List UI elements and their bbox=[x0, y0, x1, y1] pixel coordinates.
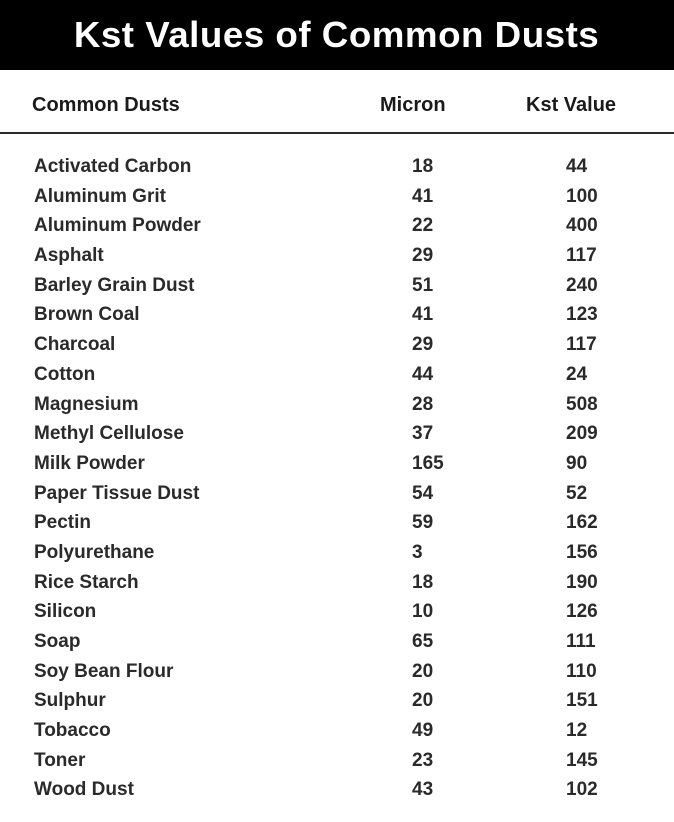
table-row bbox=[0, 241, 674, 271]
kst-value-cell: 190 bbox=[566, 571, 598, 593]
table-row bbox=[0, 508, 674, 538]
table-row bbox=[0, 419, 674, 449]
kst-value-cell: 508 bbox=[566, 393, 598, 415]
kst-value-cell: 100 bbox=[566, 185, 598, 207]
dust-name-cell: Soy Bean Flour bbox=[34, 660, 174, 682]
micron-cell: 54 bbox=[412, 482, 434, 504]
table-row bbox=[0, 182, 674, 212]
kst-value-cell: 209 bbox=[566, 423, 598, 445]
table-row bbox=[0, 597, 674, 627]
micron-cell: 18 bbox=[412, 156, 434, 177]
column-header-kst: Kst Value bbox=[526, 94, 617, 116]
dust-name-cell: Methyl Cellulose bbox=[34, 423, 184, 445]
table-row bbox=[0, 271, 674, 301]
micron-cell: 49 bbox=[412, 720, 434, 742]
dust-name-cell: Pectin bbox=[34, 512, 92, 534]
micron-cell: 23 bbox=[412, 749, 434, 771]
micron-cell: 18 bbox=[412, 571, 434, 593]
kst-value-cell: 151 bbox=[566, 690, 598, 712]
kst-value-cell: 117 bbox=[566, 245, 597, 267]
micron-cell: 41 bbox=[412, 185, 434, 207]
dust-name-cell: Magnesium bbox=[34, 393, 139, 415]
dust-name-cell: Aluminum Grit bbox=[34, 185, 166, 207]
dust-name-cell: Paper Tissue Dust bbox=[34, 482, 200, 504]
micron-cell: 44 bbox=[412, 363, 434, 385]
dust-name-cell: Activated Carbon bbox=[34, 156, 192, 177]
micron-cell: 29 bbox=[412, 245, 434, 267]
table-row bbox=[0, 568, 674, 598]
column-header-micron: Micron bbox=[380, 94, 446, 116]
micron-cell: 43 bbox=[412, 779, 434, 801]
kst-value-cell: 123 bbox=[566, 304, 598, 326]
micron-cell: 10 bbox=[412, 601, 434, 623]
kst-value-cell: 400 bbox=[566, 215, 598, 237]
title-banner bbox=[0, 0, 674, 70]
micron-cell: 51 bbox=[412, 274, 434, 296]
dust-name-cell: Asphalt bbox=[34, 245, 104, 267]
kst-value-cell: 12 bbox=[566, 720, 588, 742]
kst-value-cell: 111 bbox=[566, 631, 596, 652]
kst-value-cell: 162 bbox=[566, 512, 598, 534]
table-row bbox=[0, 449, 674, 479]
dust-name-cell: Toner bbox=[34, 749, 86, 771]
table-row bbox=[0, 746, 674, 776]
dust-name-cell: Charcoal bbox=[34, 334, 116, 356]
kst-value-cell: 117 bbox=[566, 334, 597, 356]
table-body bbox=[0, 152, 674, 805]
micron-cell: 3 bbox=[412, 541, 423, 563]
table-row bbox=[0, 360, 674, 390]
kst-value-cell: 102 bbox=[566, 779, 598, 801]
table-row bbox=[0, 330, 674, 360]
dust-name-cell: Milk Powder bbox=[34, 452, 145, 474]
column-header-dust: Common Dusts bbox=[32, 94, 180, 116]
dust-name-cell: Cotton bbox=[34, 363, 96, 385]
page-title: Kst Values of Common Dusts bbox=[74, 14, 600, 55]
table-row bbox=[0, 390, 674, 420]
dust-name-cell: Sulphur bbox=[34, 690, 106, 712]
table-row bbox=[0, 538, 674, 568]
kst-value-cell: 44 bbox=[566, 156, 588, 177]
dust-name-cell: Wood Dust bbox=[34, 779, 134, 801]
dust-name-cell: Aluminum Powder bbox=[34, 215, 201, 237]
dust-name-cell: Brown Coal bbox=[34, 304, 140, 326]
kst-value-cell: 52 bbox=[566, 482, 588, 504]
kst-value-cell: 110 bbox=[566, 660, 597, 682]
table-row bbox=[0, 686, 674, 716]
table-row bbox=[0, 775, 674, 805]
header-divider bbox=[0, 132, 674, 134]
dust-name-cell: Barley Grain Dust bbox=[34, 274, 195, 296]
kst-value-cell: 90 bbox=[566, 452, 588, 474]
table-row bbox=[0, 657, 674, 687]
micron-cell: 59 bbox=[412, 512, 434, 534]
dust-name-cell: Polyurethane bbox=[34, 541, 155, 563]
dust-name-cell: Tobacco bbox=[34, 720, 111, 742]
table-row bbox=[0, 211, 674, 241]
micron-cell: 41 bbox=[412, 304, 434, 326]
micron-cell: 29 bbox=[412, 334, 434, 356]
kst-value-cell: 126 bbox=[566, 601, 598, 623]
micron-cell: 20 bbox=[412, 660, 434, 682]
table-row bbox=[0, 716, 674, 746]
dust-name-cell: Rice Starch bbox=[34, 571, 139, 593]
table-row bbox=[0, 627, 674, 657]
micron-cell: 22 bbox=[412, 215, 434, 237]
kst-value-cell: 145 bbox=[566, 749, 598, 771]
micron-cell: 37 bbox=[412, 423, 434, 445]
kst-value-cell: 156 bbox=[566, 541, 598, 563]
table-row bbox=[0, 479, 674, 509]
dust-name-cell: Silicon bbox=[34, 601, 97, 623]
kst-value-cell: 240 bbox=[566, 274, 598, 296]
table-row bbox=[0, 152, 674, 182]
micron-cell: 65 bbox=[412, 631, 434, 652]
dust-name-cell: Soap bbox=[34, 631, 81, 652]
kst-value-cell: 24 bbox=[566, 363, 588, 385]
micron-cell: 28 bbox=[412, 393, 434, 415]
micron-cell: 20 bbox=[412, 690, 434, 712]
table-header bbox=[0, 86, 674, 124]
micron-cell: 165 bbox=[412, 452, 444, 474]
table-row bbox=[0, 300, 674, 330]
